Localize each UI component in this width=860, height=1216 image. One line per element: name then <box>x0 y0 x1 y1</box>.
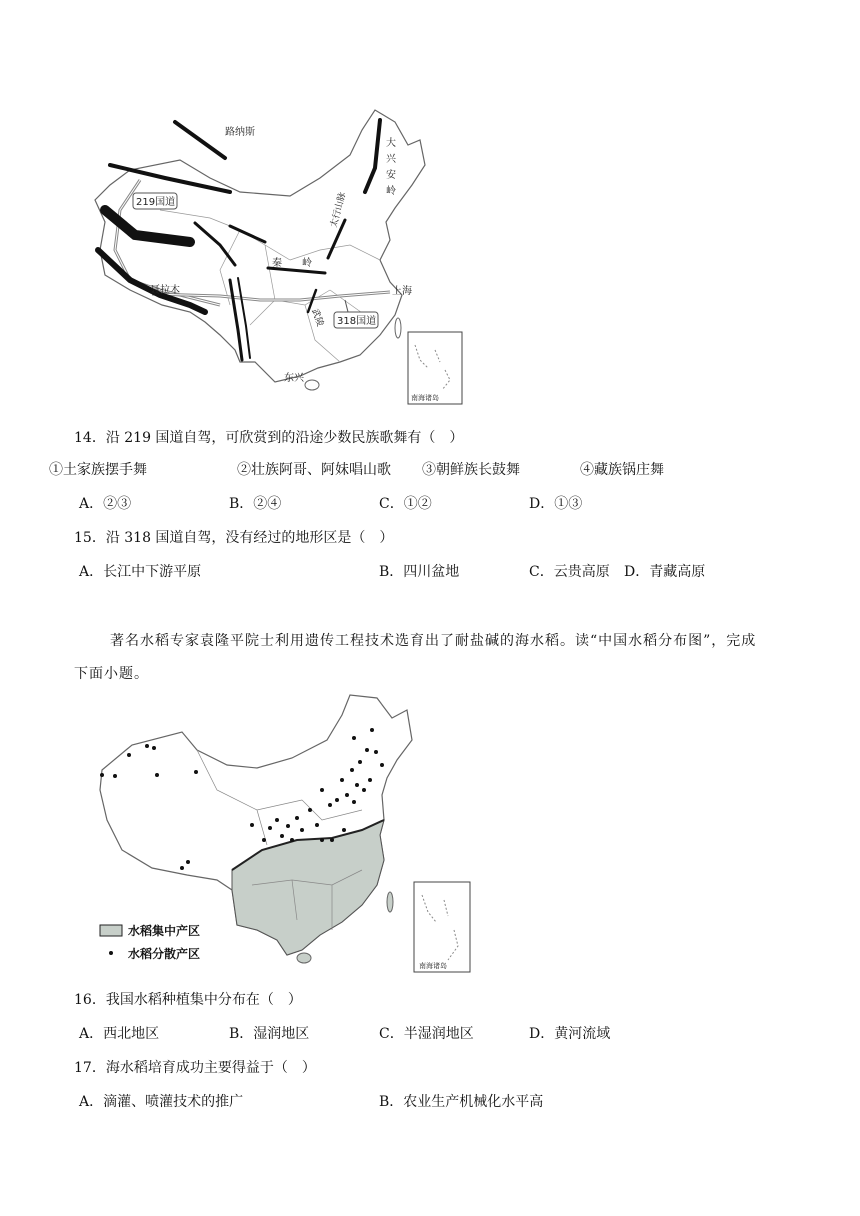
label-taihang: 太行山脉 <box>329 191 349 229</box>
q15-stem: 15．沿 318 国道自驾，没有经过的地形区是（ ） <box>74 530 394 546</box>
q14-item-3: ③朝鲜族长鼓舞 <box>422 462 520 478</box>
q15-option-d[interactable]: D．青藏高原 <box>624 564 706 580</box>
q14-item-2: ②壮族阿哥、阿妹唱山歌 <box>237 462 391 478</box>
label-route-318: 318国道 <box>337 316 377 327</box>
label-route-219: 219国道 <box>136 197 176 208</box>
q14-item-1: ①土家族摆手舞 <box>49 462 147 478</box>
label-qinling-2: 岭 <box>302 258 312 269</box>
q17-stem: 17．海水稻培育成功主要得益于（ ） <box>74 1060 316 1076</box>
label-dongxing: 东兴 <box>284 373 304 384</box>
mountain-daxinganling <box>365 120 380 192</box>
passage-line-1: 著名水稻专家袁隆平院士利用遗传工程技术选育出了耐盐碱的海水稻。读“中国水稻分布图”，完成 <box>110 633 757 649</box>
label-nielamu: 聂拉木 <box>150 285 180 296</box>
china-rice-distribution-map <box>92 690 482 980</box>
q16-stem: 16．我国水稻种植集中分布在（ ） <box>74 992 302 1008</box>
label-wuling: 武陵 <box>309 307 325 328</box>
q14-option-d[interactable]: D．①③ <box>529 496 583 512</box>
label-daxinganling-4: 岭 <box>386 186 396 197</box>
label-daxinganling-3: 安 <box>386 170 396 181</box>
q16-option-d[interactable]: D．黄河流域 <box>529 1026 611 1042</box>
route-318-line <box>152 292 390 300</box>
q14-option-c[interactable]: C．①② <box>379 496 432 512</box>
label-nanhai-1: 南海诸岛 <box>411 394 439 402</box>
label-lunasi: 路纳斯 <box>225 127 255 138</box>
china-mountains-routes-map <box>90 100 480 410</box>
legend-swatch-concentrated <box>100 925 122 936</box>
q15-option-b[interactable]: B．四川盆地 <box>379 564 460 580</box>
legend-scattered-label: 水稻分散产区 <box>128 947 201 961</box>
q16-option-b[interactable]: B．湿润地区 <box>229 1026 310 1042</box>
q14-option-a[interactable]: A．②③ <box>79 496 132 512</box>
q16-option-a[interactable]: A．西北地区 <box>79 1026 160 1042</box>
q17-option-b[interactable]: B．农业生产机械化水平高 <box>379 1094 544 1110</box>
q14-option-b[interactable]: B．②④ <box>229 496 282 512</box>
q15-option-a[interactable]: A．长江中下游平原 <box>79 564 202 580</box>
passage-line-2: 下面小题。 <box>74 666 149 682</box>
q14-item-4: ④藏族锅庄舞 <box>580 462 664 478</box>
mountain-altai <box>175 122 225 158</box>
q14-stem: 14．沿 219 国道自驾，可欣赏到的沿途少数民族歌舞有（ ） <box>74 430 464 446</box>
legend-dot-icon <box>109 951 113 955</box>
q16-option-c[interactable]: C．半湿润地区 <box>379 1026 474 1042</box>
legend-concentrated-label: 水稻集中产区 <box>128 924 201 938</box>
q17-option-a[interactable]: A．滴灌、喷灌技术的推广 <box>79 1094 244 1110</box>
label-nanhai-2: 南海诸岛 <box>419 962 447 970</box>
label-daxinganling-1: 大 <box>386 138 396 149</box>
q15-option-c[interactable]: C．云贵高原 <box>529 564 610 580</box>
label-shanghai: 上海 <box>392 286 412 297</box>
label-daxinganling-2: 兴 <box>386 154 396 165</box>
mountain-qilian <box>195 223 235 265</box>
label-qinling-1: 秦 <box>272 258 282 269</box>
